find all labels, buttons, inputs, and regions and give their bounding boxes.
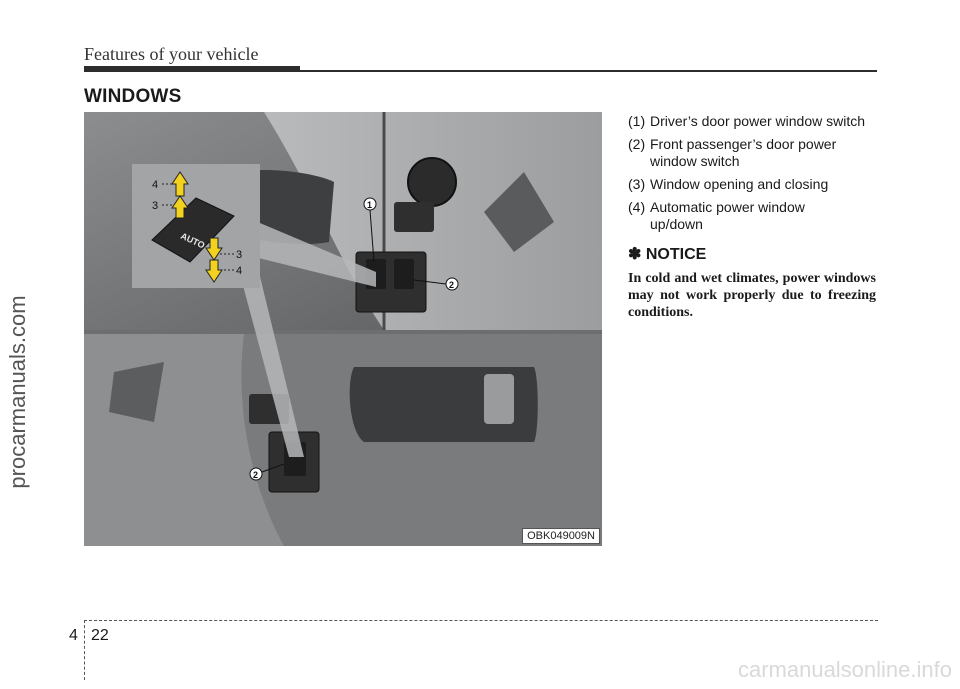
passenger-window-switch-upper [394,259,414,289]
watermark-left: procarmanuals.com [5,295,30,489]
label-up-3: 3 [152,200,159,212]
header-title: Features of your vehicle [84,44,259,64]
lock-switch [394,202,434,232]
callout-2-upper-label: 2 [449,280,455,290]
notice-title: ✽ NOTICE [628,246,707,263]
footer-rule [84,620,878,621]
auto-switch-label: AUTO [179,230,207,251]
page-number: 22 [91,627,109,644]
callout-1-label: 1 [367,200,373,210]
figure-code: OBK049009N [522,528,600,544]
list-item: (3) Window opening and closing [628,176,829,192]
illustration-svg [84,112,602,546]
footer-divider [84,620,85,680]
watermark-bottom: carmanualsonline.info [737,657,952,682]
lower-door-handle [484,374,514,424]
header-rule-thin [300,70,877,72]
chapter-number: 4 [69,627,78,644]
list-item: (2) Front passenger’s door power window switch [628,136,837,169]
label-down-3: 3 [236,249,243,261]
label-down-4: 4 [236,265,243,277]
notice-body: In cold and wet climates, power windows may not work properly due to freezing conditions. [628,271,876,320]
list-item: (1) Driver’s door power window switch [628,113,866,129]
window-switch-illustration [84,112,602,546]
callout-2-lower-label: 2 [253,470,259,480]
item-list [628,113,888,233]
header-rule-thick [84,66,300,72]
label-up-4: 4 [152,179,159,191]
item-list-container [628,113,888,239]
mirror-control-knob [408,158,456,206]
section-title: WINDOWS [84,86,182,107]
list-item: (4) Automatic power window up/down [628,199,805,232]
